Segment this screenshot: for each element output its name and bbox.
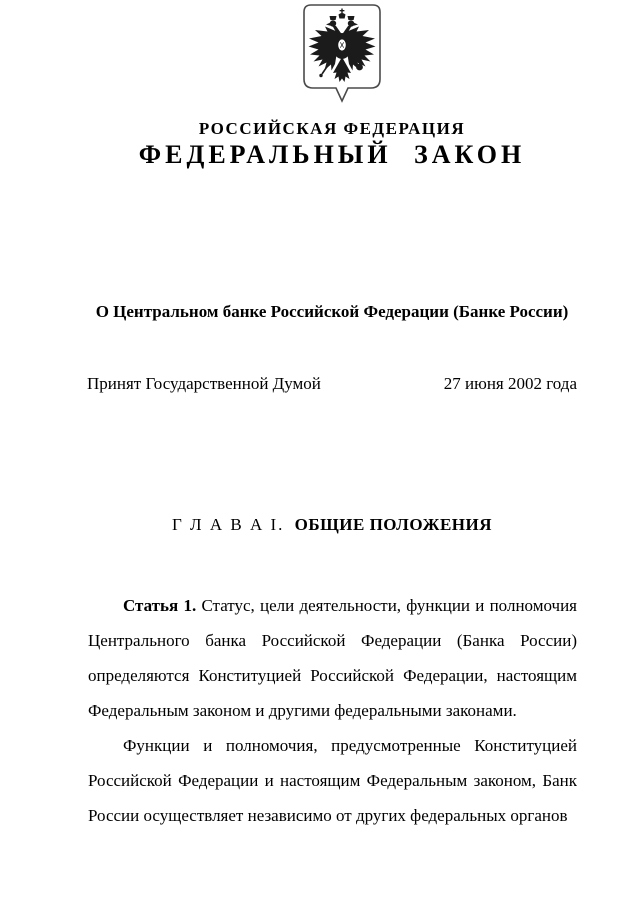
article-1-lead: Статья 1. (123, 596, 202, 615)
adoption-date: 27 июня 2002 года (443, 374, 577, 393)
paragraph-2-text: Функции и полномочия, предусмотренные Конституцией Российской Федерации и настоящим Федеральным законом, Банк России осуществляет независимо от других федеральных органов (88, 736, 577, 825)
header-doc-type: ФЕДЕРАЛЬНЫЙ ЗАКОН (138, 140, 526, 169)
chapter-title: ОБЩИЕ ПОЛОЖЕНИЯ (294, 515, 493, 534)
paragraph-article-1 (88, 588, 577, 728)
russian-coat-of-arms-icon (302, 3, 382, 105)
article-1-text: Статус, цели деятельности, функции и полномочия Центрального банка Российской Федерации (Банка России) определяются Конституцией Российской Федерации, настоящим Федеральным законом и другими федеральными законами. (88, 596, 578, 720)
header-country: РОССИЙСКАЯ ФЕДЕРАЦИЯ (198, 119, 466, 138)
adoption-body-label: Принят Государственной Думой (87, 374, 321, 393)
chapter-heading (85, 515, 579, 535)
article-body (88, 588, 577, 833)
paragraph-article-1-cont (88, 728, 577, 833)
adoption-row (87, 374, 577, 394)
law-title: О Центральном банке Российской Федерации (Банке России) (95, 302, 569, 321)
chapter-label: Г Л А В А I. (171, 515, 285, 534)
